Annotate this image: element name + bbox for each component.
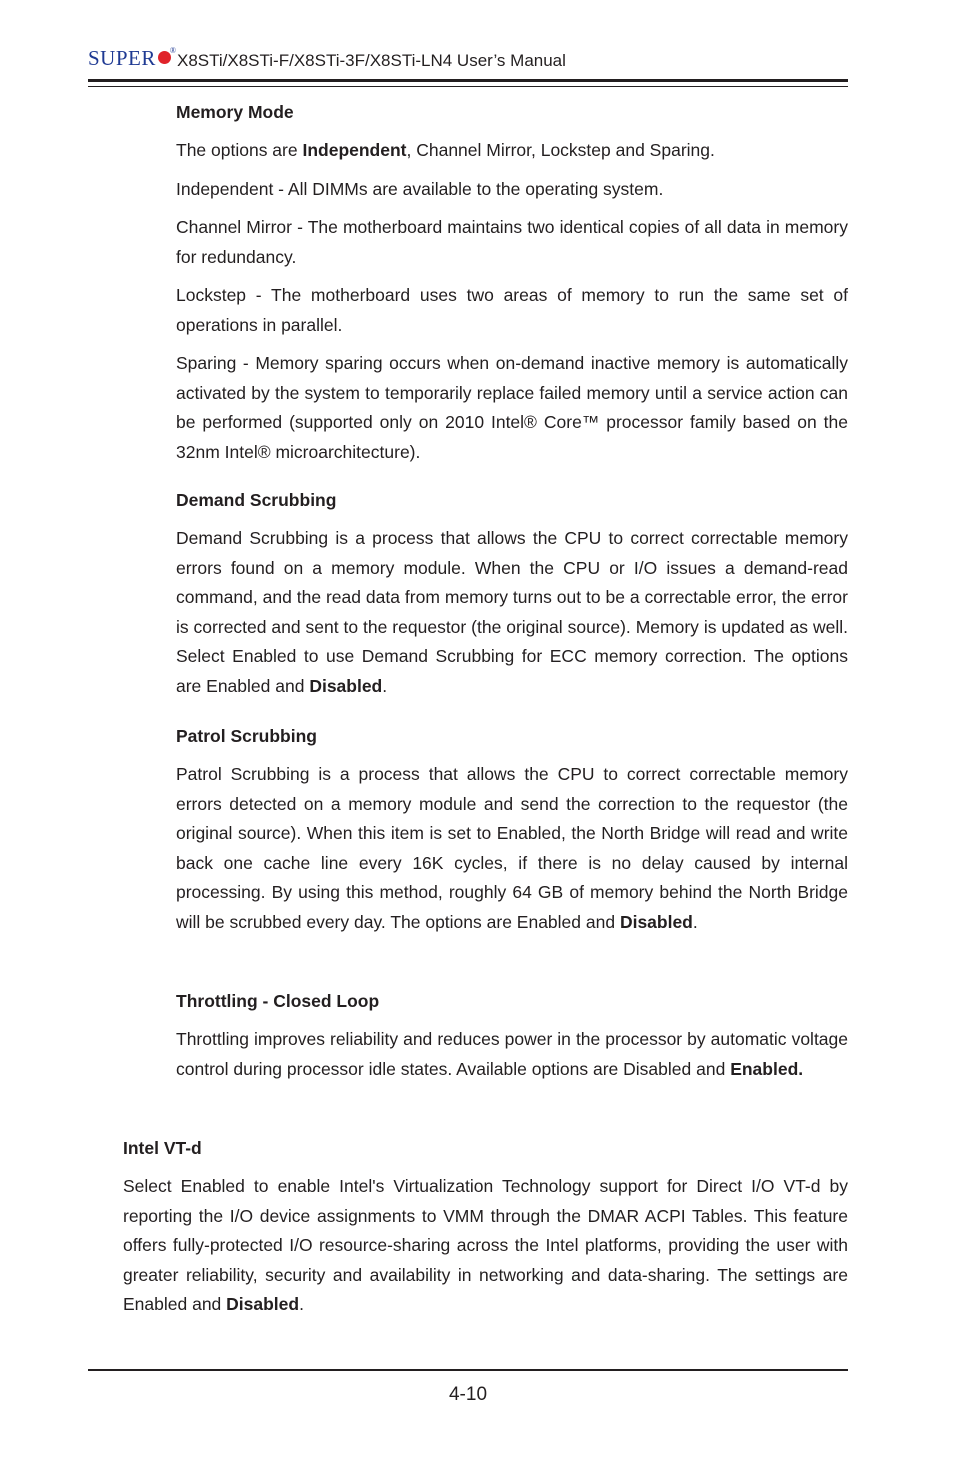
page-header: [88, 46, 848, 76]
logo-registered-mark: ®: [169, 46, 177, 55]
text-run: Throttling improves reliability and reduces power in the processor by automatic voltage control during processor idle states. Available options are Disabled and: [176, 1029, 848, 1079]
paragraph: Independent - All DIMMs are available to the operating system.: [176, 178, 664, 199]
paragraph: Lockstep - The motherboard uses two areas of memory to run the same set of operations in parallel.: [176, 285, 848, 335]
logo-text: SUPER: [88, 46, 156, 70]
paragraph: [176, 1025, 848, 1084]
logo-dot-icon: [158, 51, 171, 64]
section-memory-mode: [176, 98, 848, 467]
bold-default-option: Disabled: [309, 675, 383, 696]
paragraph: [176, 760, 848, 937]
text-run: .: [382, 675, 388, 696]
section-throttling: [176, 987, 848, 1084]
text-run: .: [299, 1294, 304, 1314]
paragraph: Channel Mirror - The motherboard maintains two identical copies of all data in memory for redundancy.: [176, 217, 848, 267]
section-demand-scrubbing: [176, 486, 848, 701]
section-intel-vtd: [123, 1134, 848, 1320]
bold-default-option: Independent: [302, 140, 407, 160]
section-patrol-scrubbing: [176, 722, 848, 937]
supermicro-logo: [88, 46, 176, 71]
section-heading: Memory Mode: [176, 102, 294, 122]
paragraph: [123, 1172, 848, 1320]
text-run: , Channel Mirror, Lockstep and Sparing.: [406, 140, 715, 160]
section-heading: Demand Scrubbing: [176, 490, 337, 510]
text-run: Select Enabled to enable Intel's Virtualization Technology support for Direct I/O VT-d by reporting the I/O device assignments to VMM through the DMAR ACPI Tables. This feature offers fully-protected I/O resource-sharing across the Intel platforms, providing the user with greater reliability, security and availability in networking and data-sharing. The settings are Enabled and: [123, 1176, 848, 1314]
header-rule-thin: [88, 86, 848, 87]
paragraph: [176, 524, 848, 701]
section-heading: Patrol Scrubbing: [176, 726, 317, 746]
text-run: .: [692, 911, 698, 932]
bold-default-option: Enabled.: [730, 1058, 804, 1079]
header-rule-thick: [88, 79, 848, 82]
text-run: The options are: [176, 140, 303, 160]
manual-title: X8STi/X8STi-F/X8STi-3F/X8STi-LN4 User’s Manual: [177, 51, 566, 70]
paragraph: Sparing - Memory sparing occurs when on-demand inactive memory is automatically activated by the system to temporarily replace failed memory until a service action can be performed (supported only on 2010 Intel® Core™ processor family based on the 32nm Intel® microarchitecture).: [176, 353, 848, 462]
footer-rule: [88, 1369, 848, 1371]
section-heading: Throttling - Closed Loop: [176, 991, 380, 1011]
bold-default-option: Disabled: [226, 1294, 300, 1314]
section-heading: Intel VT-d: [123, 1138, 202, 1158]
bold-default-option: Disabled: [619, 911, 693, 932]
paragraph: [176, 136, 848, 166]
page-number: 4-10: [448, 1384, 488, 1405]
text-run: Patrol Scrubbing is a process that allows the CPU to correct correctable memory errors detected on a memory module and send the correction to the requestor (the original source). When this item is set to Enabled, the North Bridge will read and write back one cache line every 16K cycles, if there is no delay caused by internal processing. By using this method, roughly 64 GB of memory behind the North Bridge will be scrubbed every day. The options are Enabled and: [176, 764, 848, 932]
text-run: Demand Scrubbing is a process that allows the CPU to correct correctable memory errors found on a memory module. When the CPU or I/O issues a demand-read command, and the read data from memory turns out to be a correctable error, the error is corrected and sent to the requestor (the original source). Memory is updated as well. Select Enabled to use Demand Scrubbing for ECC memory correction. The options are Enabled and: [176, 528, 848, 696]
